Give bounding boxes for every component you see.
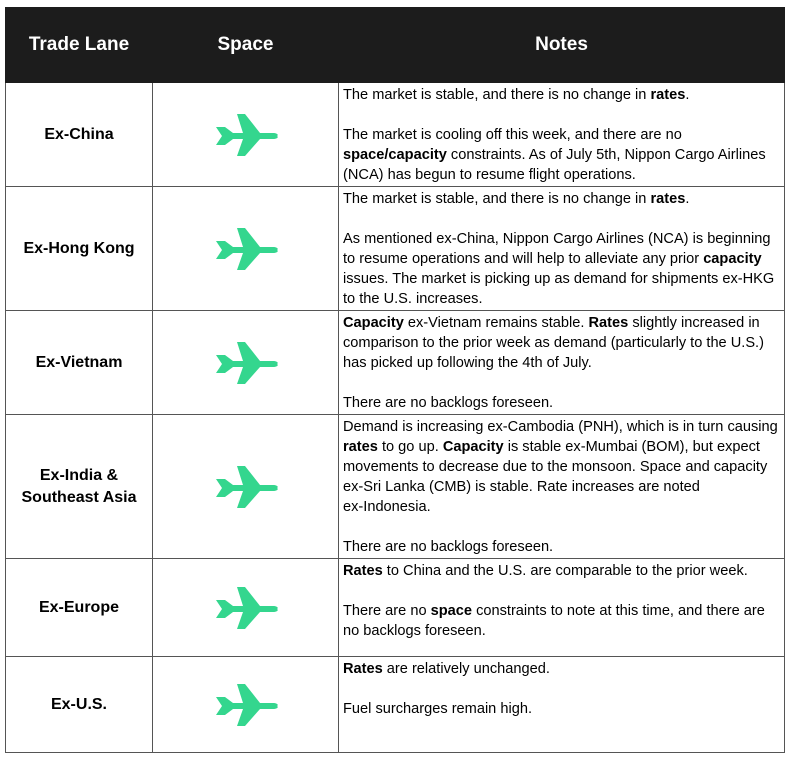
trade-lane-label: Ex-Vietnam	[35, 353, 123, 371]
notes-bold-text: capacity	[703, 251, 762, 267]
space-cell	[153, 657, 339, 753]
notes-paragraph	[343, 125, 780, 185]
notes-text: (NCA) has begun to resume flight operations.	[343, 167, 636, 183]
notes-text: Fuel surcharges remain high.	[343, 701, 532, 717]
notes-cell	[339, 657, 785, 753]
notes-cell	[339, 311, 785, 415]
table-row	[6, 415, 785, 559]
table-row	[6, 559, 785, 657]
notes-text: is stable ex-Mumbai (BOM), but expect	[503, 439, 760, 455]
notes-text: movements to decrease due to the monsoon. Space and capacity	[343, 459, 768, 475]
trade-lane-label: Ex-China	[44, 125, 114, 143]
table-row	[6, 83, 785, 187]
notes-bold-text: rates	[650, 87, 686, 103]
notes-paragraph	[343, 85, 780, 105]
trade-lane-label: Ex-India &	[39, 466, 119, 484]
notes-bold-text: space	[430, 603, 473, 619]
notes-paragraph	[343, 699, 780, 719]
notes-text: There are no backlogs foreseen.	[343, 395, 554, 411]
notes-text: There are no	[343, 603, 431, 619]
notes-bold-text: Rates	[588, 315, 629, 331]
notes-text: constraints. As of July 5th, Nippon Cargo Airlines	[446, 147, 766, 163]
notes-bold-text: Capacity	[343, 315, 404, 331]
space-cell	[153, 83, 339, 187]
notes-text: .	[685, 87, 690, 103]
notes-text: are relatively unchanged.	[382, 661, 550, 677]
plane-icon	[213, 584, 279, 632]
notes-cell	[339, 559, 785, 657]
notes-cell	[339, 415, 785, 559]
notes-text: .	[685, 191, 690, 207]
header-notes: Notes	[339, 8, 785, 83]
notes-paragraph	[343, 229, 780, 309]
notes-text: There are no backlogs foreseen.	[343, 539, 554, 555]
notes-text: ex-Indonesia.	[343, 499, 431, 515]
space-cell	[153, 311, 339, 415]
trade-lane-cell	[6, 83, 153, 187]
notes-text: Demand is increasing ex-Cambodia (PNH), which is in turn causing	[343, 419, 778, 435]
trade-lane-label: Ex-Hong Kong	[23, 239, 135, 257]
notes-text: no backlogs foreseen.	[343, 623, 486, 639]
trade-lane-cell	[6, 415, 153, 559]
table-header-row	[6, 8, 785, 83]
plane-icon	[213, 463, 279, 511]
notes-paragraph	[343, 601, 780, 641]
plane-icon	[213, 111, 279, 159]
trade-lane-label: Southeast Asia	[21, 488, 137, 506]
notes-text: to the U.S. increases.	[343, 291, 483, 307]
notes-paragraph	[343, 659, 780, 679]
notes-text: As mentioned ex-China, Nippon Cargo Airlines (NCA) is beginning	[343, 231, 771, 247]
notes-paragraph	[343, 313, 780, 373]
notes-text: to go up.	[377, 439, 443, 455]
notes-text: ex-Vietnam remains stable.	[403, 315, 589, 331]
space-cell	[153, 187, 339, 311]
space-cell	[153, 559, 339, 657]
notes-bold-text: Rates	[343, 563, 383, 579]
notes-text: has picked up following the 4th of July.	[343, 355, 592, 371]
trade-lane-table	[5, 7, 785, 753]
notes-text: to China and the U.S. are comparable to the prior week.	[382, 563, 748, 579]
trade-lane-cell	[6, 311, 153, 415]
notes-text: issues. The market is picking up as demand for shipments ex-HKG	[343, 271, 775, 287]
header-space: Space	[153, 8, 339, 83]
space-cell	[153, 415, 339, 559]
notes-paragraph	[343, 417, 780, 517]
notes-text: The market is cooling off this week, and there are no	[343, 127, 682, 143]
notes-cell	[339, 83, 785, 187]
table-row	[6, 187, 785, 311]
trade-lane-label: Ex-U.S.	[50, 695, 107, 713]
notes-cell	[339, 187, 785, 311]
notes-bold-text: rates	[650, 191, 686, 207]
trade-lane-label: Ex-Europe	[38, 598, 119, 616]
table-body	[6, 83, 785, 753]
plane-icon	[213, 225, 279, 273]
table-row	[6, 311, 785, 415]
notes-paragraph	[343, 393, 780, 413]
notes-text: The market is stable, and there is no change in	[343, 191, 651, 207]
table-row	[6, 657, 785, 753]
notes-text: to resume operations and will help to alleviate any prior	[343, 251, 704, 267]
trade-lane-cell	[6, 657, 153, 753]
notes-bold-text: Capacity	[442, 439, 504, 455]
notes-bold-text: rates	[343, 439, 378, 455]
notes-paragraph	[343, 537, 780, 557]
notes-text: The market is stable, and there is no change in	[343, 87, 651, 103]
notes-text: ex-Sri Lanka (CMB) is stable. Rate increases are noted	[343, 479, 700, 495]
notes-paragraph	[343, 189, 780, 209]
header-trade-lane: Trade Lane	[6, 8, 153, 83]
notes-text: comparison to the prior week as demand (particularly to the U.S.)	[343, 335, 764, 351]
notes-bold-text: Rates	[343, 661, 383, 677]
notes-bold-text: space/capacity	[343, 147, 447, 163]
trade-lane-cell	[6, 187, 153, 311]
notes-text: slightly increased in	[628, 315, 760, 331]
notes-text: constraints to note at this time, and there are	[472, 603, 765, 619]
trade-lane-cell	[6, 559, 153, 657]
notes-paragraph	[343, 561, 780, 581]
plane-icon	[213, 339, 279, 387]
plane-icon	[213, 681, 279, 729]
